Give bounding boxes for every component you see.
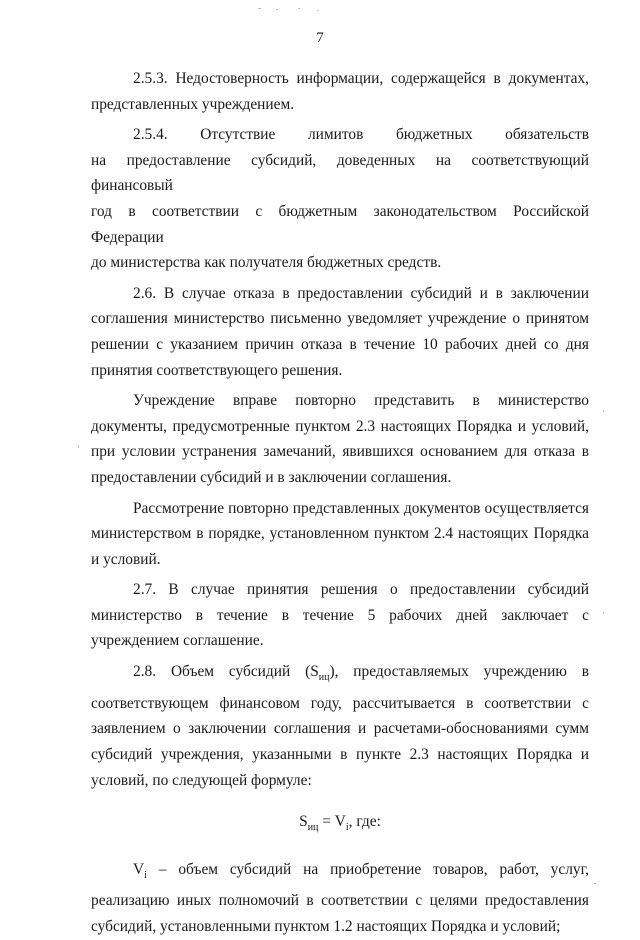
- formula-tail: , где:: [348, 813, 381, 831]
- definition-text: – объем субсидий на приобретение товаров, работ, услуг, реализацию иных полномочий в соответствии с целями предоставления субсидий, установленными пунктом 1.2 настоящих Порядка и условий;: [91, 860, 589, 936]
- paragraph-line: до министерства как получателя бюджетных средств.: [91, 254, 442, 272]
- paragraph-2-5-4: [91, 122, 589, 276]
- paragraph-line: год в соответствии с бюджетным законодательством Российской Федерации: [91, 202, 589, 246]
- paragraph-2-8: [91, 659, 589, 793]
- subscript: иц: [318, 672, 330, 684]
- scan-artifact: [258, 8, 261, 9]
- definition-vi: [91, 857, 589, 940]
- scan-artifact: [78, 445, 79, 448]
- paragraph-line: 2.5.3. Недостоверность информации, содержащейся в документах,: [133, 70, 589, 87]
- word: лимитов: [307, 126, 364, 144]
- scan-artifact: [276, 9, 278, 10]
- paragraph-line: на предоставление субсидий, доведенных на соответствующий финансовый: [91, 151, 589, 195]
- paragraph-2-5-3: [91, 66, 589, 117]
- scan-artifact: [603, 410, 604, 412]
- page-number: 7: [316, 30, 324, 46]
- formula-lhs: S: [299, 813, 308, 831]
- paragraph-first-line: [91, 122, 589, 148]
- paragraph-text: ), предоставляемых учреждению в соответствующем финансовом году, рассчитывается в соответствии с заявлением о заключении соглашения и расчетами-обоснованиями сумм субсидий учреждения, указанными в пункте 2.3 настоящих Порядка и условий, по следующей формуле:: [91, 663, 589, 789]
- definition-variable-subscript: i: [144, 869, 147, 881]
- paragraph-review: Рассмотрение повторно представленных документов осуществляется министерством в порядке, установленном пунктом 2.4 настоящих Порядка и условий.: [91, 499, 589, 568]
- scan-artifact: [298, 8, 300, 9]
- paragraph-2-6: 2.6. В случае отказа в предоставлении субсидий и в заключении соглашения министерство письменно уведомляет учреждение о принятом решении с указанием причин отказа в течение 10 рабочих дней со дня принятия соответствующего решения.: [91, 284, 589, 379]
- formula-lhs-subscript: иц: [307, 822, 319, 834]
- scan-artifact: [594, 883, 596, 884]
- clause-number: 2.5.4.: [133, 126, 168, 144]
- formula: [91, 809, 589, 841]
- paragraph-2-7: 2.7. В случае принятия решения о предоставлении субсидий министерство в течение в течение 5 рабочих дней заключает с учреждением соглашение.: [91, 581, 589, 650]
- scan-artifact: [317, 10, 319, 11]
- paragraph-resubmission: Учреждение вправе повторно представить в министерство документы, предусмотренные пунктом 2.3 настоящих Порядка и условий, при условии устранения замечаний, явившихся основанием для отказа в предоставлении субсидий и в заключении соглашения.: [91, 392, 589, 486]
- document-body: [91, 66, 589, 940]
- word: обязательств: [505, 126, 589, 144]
- paragraph-line: представленных учреждением.: [91, 95, 295, 113]
- word: Отсутствие: [200, 126, 276, 144]
- paragraph-text: 2.8. Объем субсидий (S: [133, 663, 319, 681]
- scan-artifact: [603, 612, 604, 614]
- formula-rhs-subscript: i: [345, 822, 349, 834]
- word: бюджетных: [395, 126, 473, 144]
- formula-eq: = V: [318, 813, 346, 831]
- definition-variable: V: [133, 860, 145, 878]
